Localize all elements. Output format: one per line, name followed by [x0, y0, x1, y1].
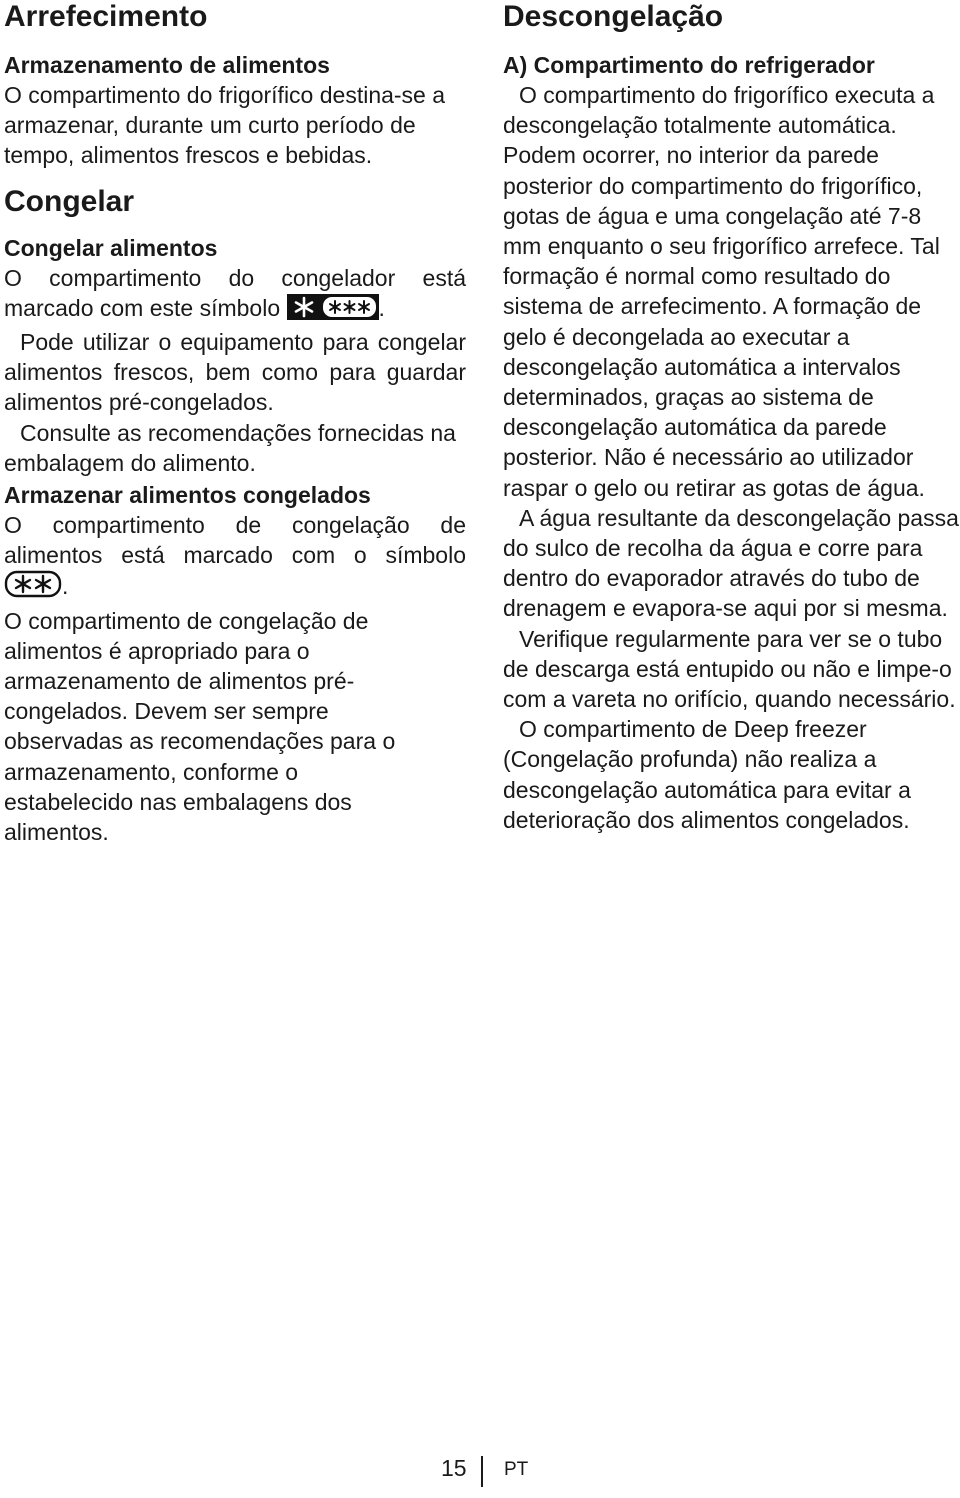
cooling-title: Arrefecimento — [4, 0, 208, 33]
freeze-text-pre: O compartimento do congelador está marcado com este símbolo — [4, 264, 466, 321]
frozen-text-2: O compartimento de congelação de alimentos é apropriado para o armazenamento de alimentos pré-congelados. Devem ser sempre observadas as recomendações para o armazenamento, conforme o estabelecido nas embalagens dos alimentos. — [4, 607, 396, 846]
freeze-title: Congelar — [4, 184, 135, 218]
storage-heading: Armazenamento de alimentos — [4, 52, 330, 78]
defrost-para-4: O compartimento de Deep freezer (Congelação profunda) não realiza a descongelação automática para evitar a deterioração dos alimentos congelados. — [503, 716, 911, 833]
frozen-text-pre: O compartimento de congelação de alimentos está marcado com o símbolo — [4, 512, 466, 569]
language-code: PT — [504, 1459, 529, 1480]
page-number: 15 — [441, 1455, 467, 1481]
defrost-title: Descongelação — [503, 0, 724, 33]
defrost-para-1: O compartimento do frigorífico executa a descongelação totalmente automática. Podem ocorrer, no interior da parede posterior do compartimento do frigorífico, gotas de água e uma congelação até 7-8 mm enquanto o seu frigorífico arrefece. Tal formação é normal como resultado do sistema de arrefecimento. A formação de gelo é decongelada ao executar a descongelação automática a intervalos determinados, graças ao sistema de descongelação automática da parede posterior. Não é necessário ao utilizador raspar o gelo ou retirar as gotas de água. — [503, 82, 940, 501]
defrost-para-3: Verifique regularmente para ver se o tubo de descarga está entupido ou não e limpe-o com a vareta no orifício, quando necessário. — [503, 625, 956, 713]
defrost-para-2: A água resultante da descongelação passa do sulco de recolha da água e corre para dentro do evaporador através do tubo de drenagem e evapora-se aqui por si mesma. — [503, 504, 959, 622]
two-star-freezer-icon — [4, 570, 62, 605]
footer-divider — [481, 1456, 483, 1487]
frozen-text-post: . — [62, 573, 69, 600]
page-footer — [0, 1452, 960, 1492]
frozen-text — [4, 510, 466, 606]
left-column — [4, 0, 466, 847]
freeze-text-3: Consulte as recomendações fornecidas na embalagem do alimento. — [4, 419, 456, 476]
freeze-text-2: Pode utilizar o equipamento para congelar alimentos frescos, bem como para guardar alimentos pré-congelados. — [4, 329, 466, 416]
fridge-heading: A) Compartimento do refrigerador — [503, 52, 875, 78]
freeze-text — [4, 263, 466, 327]
storage-text: O compartimento do frigorífico destina-se a armazenar, durante um curto período de tempo, alimentos frescos e bebidas. — [4, 82, 446, 169]
freeze-text-post: . — [378, 294, 385, 321]
freeze-heading: Congelar alimentos — [4, 234, 218, 261]
right-column — [503, 0, 960, 835]
four-star-freezer-icon — [287, 294, 379, 327]
frozen-heading: Armazenar alimentos congelados — [4, 482, 371, 509]
